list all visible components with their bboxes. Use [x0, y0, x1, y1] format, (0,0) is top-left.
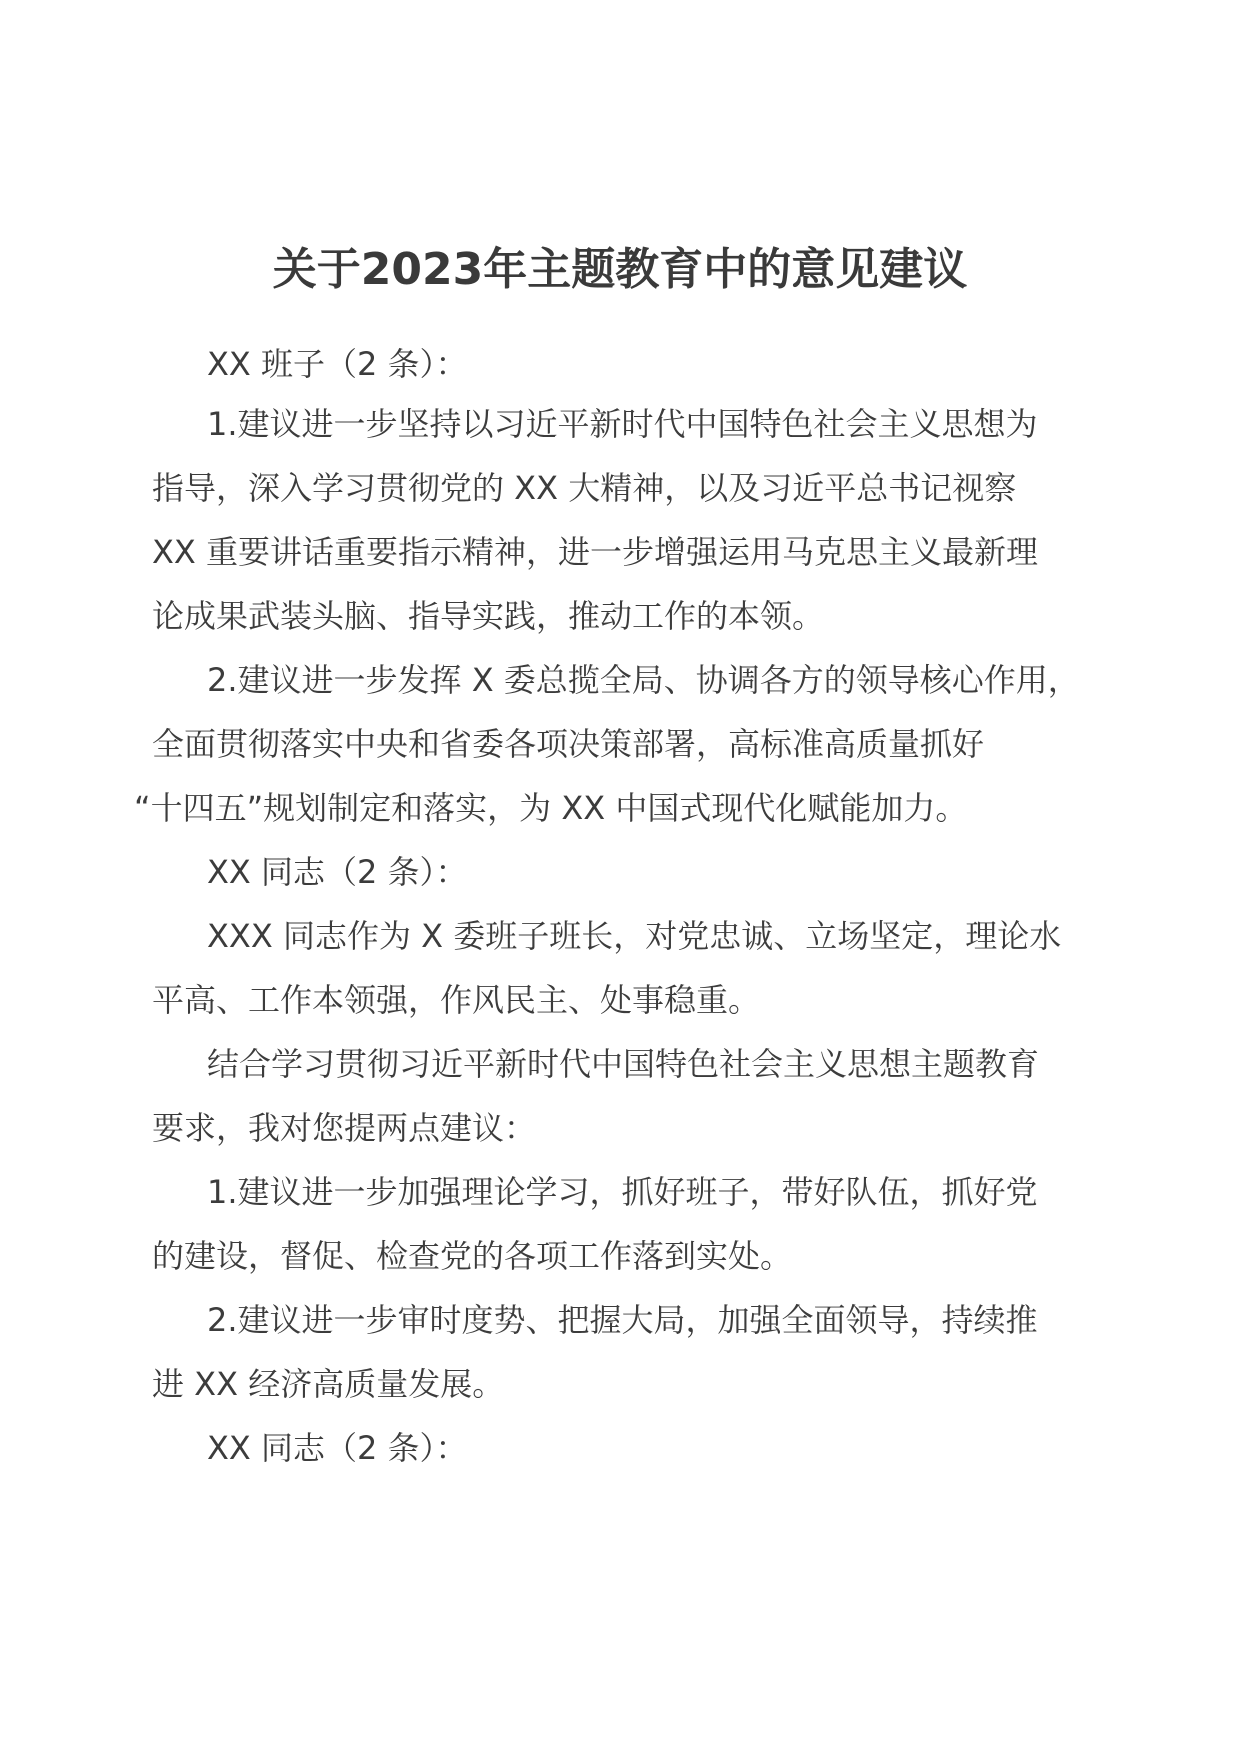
- section-heading-team: XX 班子（2 条）：: [207, 345, 468, 383]
- paragraph-line: 1.建议进一步坚持以习近平新时代中国特色社会主义思想为: [207, 405, 1038, 443]
- paragraph-line: XXX 同志作为 X 委班子班长，对党忠诚、立场坚定，理论水: [207, 917, 1062, 955]
- paragraph-line: “十四五”规划制定和落实，为 XX 中国式现代化赋能加力。: [134, 789, 968, 827]
- paragraph-line: XX 重要讲话重要指示精神，进一步增强运用马克思主义最新理: [152, 533, 1039, 571]
- paragraph-line: 2.建议进一步审时度势、把握大局，加强全面领导，持续推: [207, 1301, 1038, 1339]
- section-heading-comrade: XX 同志（2 条）：: [207, 853, 468, 891]
- paragraph-line: 全面贯彻落实中央和省委各项决策部署，高标准高质量抓好: [152, 725, 985, 763]
- paragraph-line: 1.建议进一步加强理论学习，抓好班子，带好队伍，抓好党: [207, 1173, 1038, 1211]
- section-heading-comrade: XX 同志（2 条）：: [207, 1429, 468, 1467]
- paragraph-line: 指导，深入学习贯彻党的 XX 大精神，以及习近平总书记视察: [152, 469, 1017, 507]
- paragraph-line: 的建设，督促、检查党的各项工作落到实处。: [152, 1237, 793, 1275]
- paragraph-line: 进 XX 经济高质量发展。: [152, 1365, 505, 1403]
- paragraph-line: 要求，我对您提两点建议：: [152, 1109, 537, 1147]
- paragraph-line: 平高、工作本领强，作风民主、处事稳重。: [152, 981, 761, 1019]
- paragraph-line: 论成果武装头脑、指导实践，推动工作的本领。: [152, 597, 825, 635]
- document-title: 关于2023年主题教育中的意见建议: [272, 244, 968, 295]
- paragraph-line: 2.建议进一步发挥 X 委总揽全局、协调各方的领导核心作用，: [207, 661, 1080, 699]
- paragraph-line: 结合学习贯彻习近平新时代中国特色社会主义思想主题教育: [207, 1045, 1040, 1083]
